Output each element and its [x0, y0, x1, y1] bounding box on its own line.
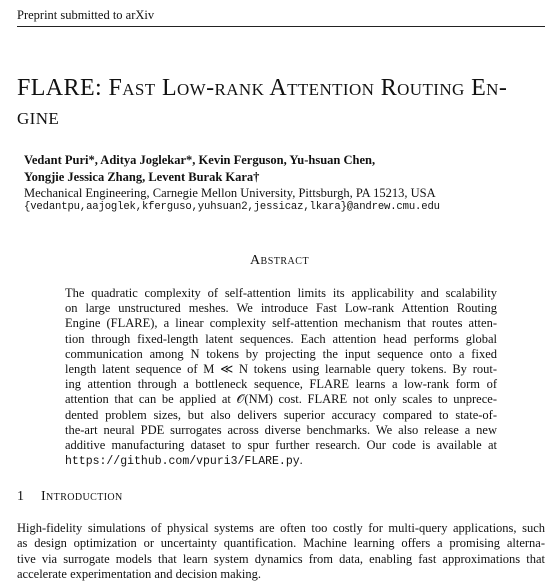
abstract-line: dented problem sizes, but also delivers superior accuracy compared to state-of- [65, 407, 497, 422]
code-link[interactable]: https://github.com/vpuri3/FLARE.py [65, 455, 300, 469]
abstract-line: the-art neural PDE surrogates across diverse benchmarks. We also release a new [65, 422, 497, 437]
author-list [24, 152, 544, 186]
paper-title [17, 74, 549, 132]
section-title: Introduction [41, 489, 123, 504]
author-line-1: Vedant Puri*, Aditya Joglekar*, Kevin Ferguson, Yu-hsuan Chen, [24, 153, 376, 167]
section-number: 1 [17, 489, 24, 504]
abstract-body [65, 286, 497, 469]
intro-line: High-fidelity simulations of physical systems are often too costly for multi-query applications, such [17, 521, 545, 535]
intro-line: accelerate experimentation and decision making. [17, 567, 261, 582]
abstract-line: communication among N tokens by projecting the input sequence onto a fixed [65, 346, 497, 361]
affiliation: Mechanical Engineering, Carnegie Mellon University, Pittsburgh, PA 15213, USA [24, 186, 436, 200]
abstract-line: on large unstructured meshes. We introduce Fast Low-rank Attention Routing [65, 301, 497, 316]
title-line-1: FLARE: Fast Low-rank Attention Routing En- [17, 75, 508, 101]
abstract-line: The quadratic complexity of self-attention limits its applicability and scalability [65, 286, 497, 300]
abstract-code-line [65, 453, 497, 469]
abstract-heading: Abstract [249, 253, 310, 268]
abstract-line: Engine (FLARE), a linear complexity self-attention mechanism that routes atten- [65, 316, 497, 331]
introduction-body [17, 521, 545, 583]
abstract-line: additive manufacturing dataset to spur further research. Our code is available at [65, 438, 497, 453]
header-rule [17, 26, 545, 27]
abstract-line: ing attention through a bottleneck sequence, FLARE learns a low-rank form of [65, 377, 497, 392]
abstract-line: length latent sequence of M ≪ N tokens using learnable query tokens. By rout- [65, 362, 497, 377]
abstract-line: attention that can be applied at 𝒪(NM) cost. FLARE not only scales to unprece- [65, 392, 497, 407]
section-heading-introduction [17, 488, 123, 506]
intro-line: tive via surrogate models that learn system dynamics from data, enabling fast approximations that [17, 551, 545, 566]
preprint-note: Preprint submitted to arXiv [17, 8, 155, 22]
author-emails: {vedantpu,aajoglek,kferguso,yuhsuan2,jessicaz,lkara}@andrew.cmu.edu [24, 201, 440, 213]
author-line-2: Yongjie Jessica Zhang, Levent Burak Kara† [24, 170, 260, 184]
code-link-period: . [299, 453, 303, 468]
abstract-line: tion through fixed-length latent sequences. Each attention head performs global [65, 331, 497, 346]
intro-line: as design optimization or uncertainty quantification. Machine learning offers a promising alterna- [17, 536, 545, 551]
title-line-2: gine [17, 104, 60, 130]
